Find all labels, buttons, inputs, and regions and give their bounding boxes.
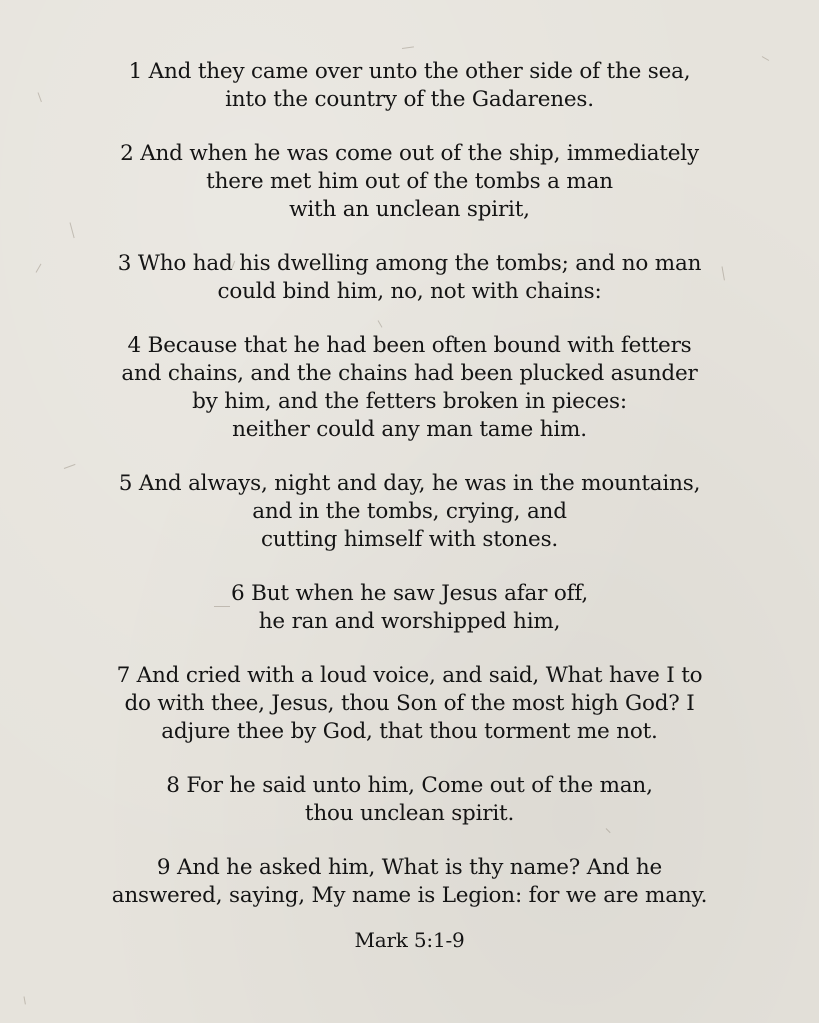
verse-line: 3 Who had his dwelling among the tombs; and no man bbox=[117, 251, 702, 276]
verse-line: 1 And they came over unto the other side of the sea, bbox=[128, 59, 691, 84]
verse-line: into the country of the Gadarenes. bbox=[225, 87, 594, 112]
verse-line: answered, saying, My name is Legion: for we are many. bbox=[111, 883, 708, 908]
verse-line: cutting himself with stones. bbox=[260, 527, 559, 552]
verse-line: thou unclean spirit. bbox=[304, 801, 515, 826]
verse-line: 4 Because that he had been often bound with fetters bbox=[127, 333, 692, 358]
verse-line: 7 And cried with a loud voice, and said, What have I to bbox=[116, 663, 703, 688]
verse-5 bbox=[0, 470, 819, 554]
scripture-reference: Mark 5:1-9 bbox=[354, 928, 465, 952]
verse-line: and chains, and the chains had been plucked asunder bbox=[121, 361, 698, 386]
verse-line: 2 And when he was come out of the ship, immediately bbox=[120, 141, 699, 166]
verse-line: by him, and the fetters broken in pieces: bbox=[192, 389, 627, 414]
verse-3 bbox=[0, 250, 819, 306]
verse-8 bbox=[0, 772, 819, 828]
verse-line: 5 And always, night and day, he was in the mountains, bbox=[118, 471, 701, 496]
verse-line: 6 But when he saw Jesus afar off, bbox=[231, 581, 588, 606]
verse-line: could bind him, no, not with chains: bbox=[217, 279, 602, 304]
verse-1 bbox=[0, 58, 819, 114]
verse-line: there met him out of the tombs a man bbox=[206, 169, 613, 194]
verse-line: and in the tombs, crying, and bbox=[252, 499, 567, 524]
verse-7 bbox=[0, 662, 819, 746]
verse-line: do with thee, Jesus, thou Son of the most high God? I bbox=[124, 691, 695, 716]
verse-line: neither could any man tame him. bbox=[232, 417, 587, 442]
verse-line: with an unclean spirit, bbox=[289, 197, 530, 222]
verse-9 bbox=[0, 854, 819, 910]
verse-6 bbox=[0, 580, 819, 636]
verse-line: he ran and worshipped him, bbox=[258, 609, 561, 634]
verse-2 bbox=[0, 140, 819, 224]
verse-4 bbox=[0, 332, 819, 444]
scripture-passage bbox=[0, 58, 819, 954]
paper-fiber bbox=[24, 996, 26, 1004]
verse-line: 8 For he said unto him, Come out of the man, bbox=[166, 773, 653, 798]
verse-line: adjure thee by God, that thou torment me not. bbox=[161, 719, 658, 744]
verse-line: 9 And he asked him, What is thy name? And he bbox=[156, 855, 663, 880]
paper-fiber bbox=[402, 46, 414, 49]
